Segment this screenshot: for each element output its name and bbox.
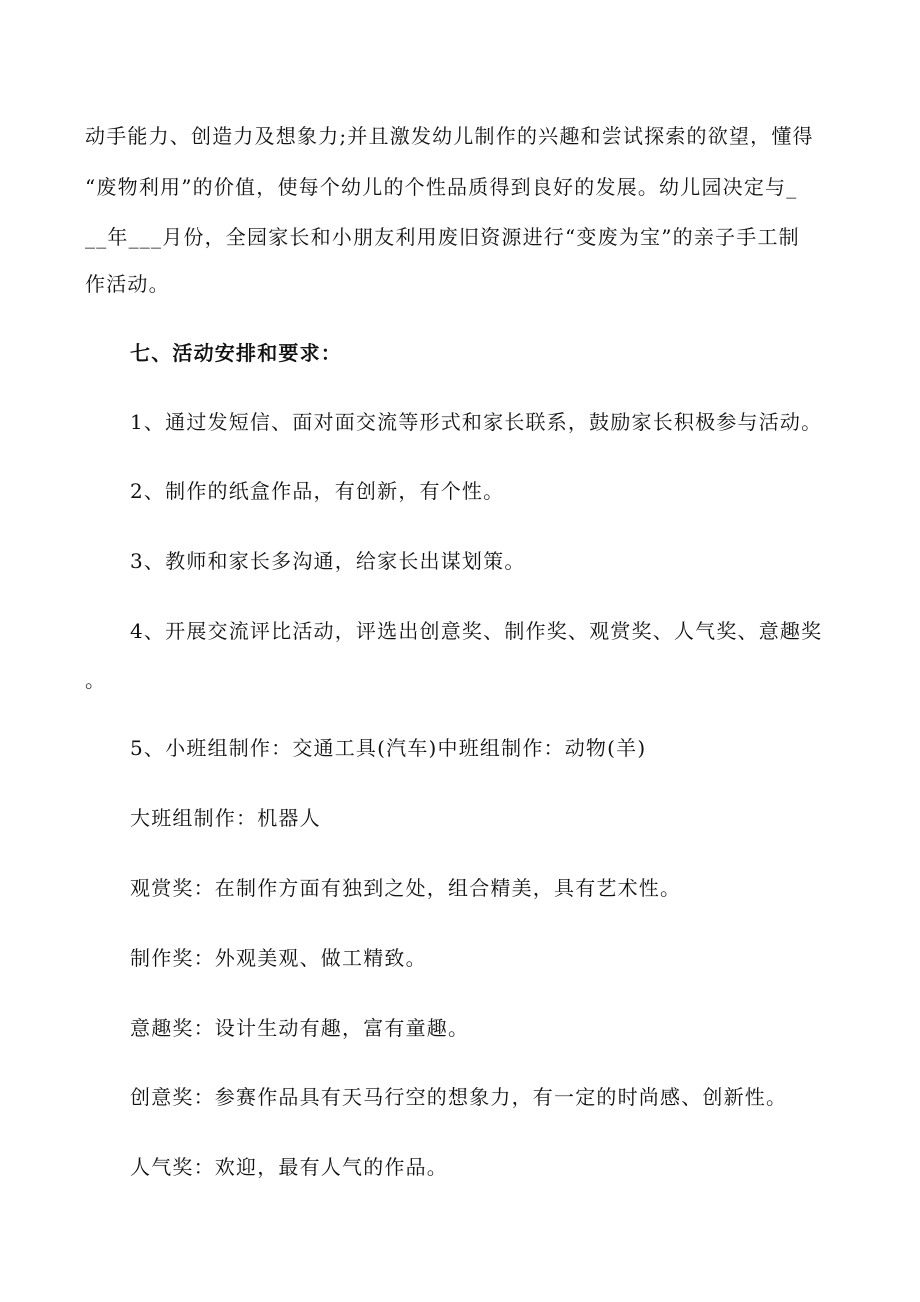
section-heading: 七、活动安排和要求： <box>130 341 342 365</box>
item-1: 1、通过发短信、面对面交流等形式和家长联系，鼓励家长积极参与活动。 <box>130 410 823 434</box>
item-4-continuation: 。 <box>85 668 107 692</box>
intro-line-3: __年___月份，全园家长和小朋友利用废旧资源进行“变废为宝”的亲子手工制 <box>85 225 800 249</box>
intro-line-4: 作活动。 <box>85 272 170 296</box>
large-class-item: 大班组制作：机器人 <box>130 806 321 830</box>
item-5: 5、小班组制作：交通工具(汽车)中班组制作：动物(羊) <box>130 736 647 760</box>
item-4: 4、开展交流评比活动，评选出创意奖、制作奖、观赏奖、人气奖、意趣奖 <box>130 619 823 643</box>
award-popularity: 人气奖：欢迎，最有人气的作品。 <box>130 1155 448 1179</box>
intro-line-2: “废物利用”的价值，使每个幼儿的个性品质得到良好的发展。幼儿园决定与_ <box>85 175 798 199</box>
award-creative: 创意奖：参赛作品具有天马行空的想象力，有一定的时尚感、创新性。 <box>130 1085 788 1109</box>
award-fun: 意趣奖：设计生动有趣，富有童趣。 <box>130 1016 470 1040</box>
award-viewing: 观赏奖：在制作方面有独到之处，组合精美，具有艺术性。 <box>130 876 682 900</box>
item-3: 3、教师和家长多沟通，给家长出谋划策。 <box>130 549 526 573</box>
item-2: 2、制作的纸盒作品，有创新，有个性。 <box>130 479 505 503</box>
award-production: 制作奖：外观美观、做工精致。 <box>130 946 427 970</box>
intro-line-1: 动手能力、创造力及想象力;并且激发幼儿制作的兴趣和尝试探索的欲望，懂得 <box>85 124 814 148</box>
